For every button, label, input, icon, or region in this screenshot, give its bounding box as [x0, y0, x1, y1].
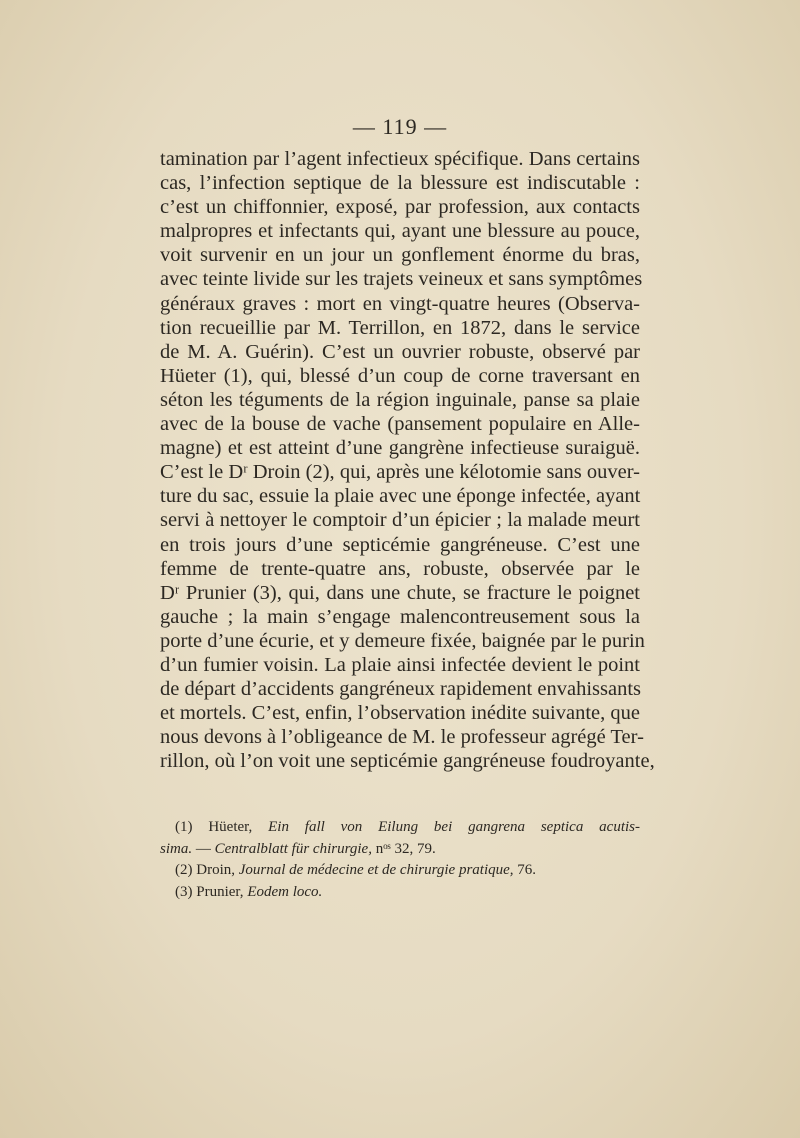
body-line: malpropres et infectants qui, ayant une blessure au pouce,	[160, 220, 640, 243]
footnote-journal: Centralblatt für chirurgie,	[214, 840, 372, 857]
body-line: servi à nettoyer le comptoir d’un épicier ; la malade meurt	[160, 509, 640, 532]
body-line: ture du sac, essuie la plaie avec une éponge infectée, ayant	[160, 485, 641, 508]
footnote-source: Eodem loco.	[247, 883, 323, 900]
footnote-marker: (1)	[175, 819, 193, 835]
body-line: C’est le Dʳ Droin (2), qui, après une kélotomie sans ouver-	[160, 461, 640, 484]
body-line: gauche ; la main s’engage malencontreusement sous la	[160, 605, 640, 628]
body-line: porte d’une écurie, et y demeure fixée, baignée par le purin	[160, 629, 645, 652]
body-line: nous devons à l’obligeance de M. le professeur agrégé Ter-	[160, 726, 644, 749]
body-line: en trois jours d’une septicémie gangréneuse. C’est une	[160, 533, 640, 556]
footnote-1	[160, 817, 640, 839]
page-number: — 119 —	[352, 114, 448, 139]
footnote-refs: 76.	[517, 862, 537, 878]
footnote-author: Prunier,	[196, 883, 244, 900]
body-line: magne) et est atteint d’une gangrène infectieuse suraiguë.	[160, 437, 640, 460]
body-line: tion recueillie par M. Terrillon, en 1872, dans le service	[160, 316, 640, 339]
body-line: voit survenir en un jour un gonflement énorme du bras,	[160, 244, 640, 267]
body-line: avec teinte livide sur les trajets veineux et sans symptômes	[160, 268, 643, 291]
body-paragraph	[160, 147, 655, 773]
footnote-title: Ein fall von Eilung bei gangrena septica acutis-	[268, 819, 640, 835]
body-line: de M. A. Guérin). C’est un ouvrier robuste, observé par	[160, 340, 640, 363]
body-line: séton les téguments de la région inguinale, panse sa plaie	[160, 388, 640, 411]
footnote-author: Hüeter,	[208, 819, 253, 835]
footnote-marker: (2)	[175, 862, 193, 878]
footnote-2	[160, 860, 640, 882]
footnote-dash: —	[195, 840, 211, 857]
footnotes	[160, 817, 640, 903]
footnote-journal: Journal de médecine et de chirurgie pratique,	[238, 862, 514, 878]
body-line: c’est un chiffonnier, exposé, par profession, aux contacts	[160, 196, 640, 219]
footnote-3	[160, 882, 640, 904]
body-line: avec de la bouse de vache (pansement populaire en Alle-	[160, 413, 640, 436]
footnote-author: Droin,	[196, 862, 235, 878]
body-line: rillon, où l’on voit une septicémie gangréneuse foudroyante,	[160, 750, 655, 773]
body-line: tamination par l’agent infectieux spécifique. Dans certains	[160, 148, 640, 170]
body-line: d’un fumier voisin. La plaie ainsi infectée devient le point	[160, 653, 640, 676]
footnote-1-continued	[160, 839, 640, 861]
body-line: Hüeter (1), qui, blessé d’un coup de corne traversant en	[160, 364, 640, 387]
footnote-title: sima.	[160, 840, 193, 857]
footnote-refs: nᵒˢ 32, 79.	[375, 840, 436, 857]
footnote-marker: (3)	[175, 883, 193, 900]
body-line: cas, l’infection septique de la blessure est indiscutable :	[160, 172, 640, 195]
body-line: de départ d’accidents gangréneux rapidement envahissants	[160, 678, 641, 701]
body-line: Dʳ Prunier (3), qui, dans une chute, se fracture le poignet	[160, 581, 640, 604]
body-line: et mortels. C’est, enfin, l’observation inédite suivante, que	[160, 702, 640, 725]
body-line: femme de trente-quatre ans, robuste, observée par le	[160, 557, 640, 580]
body-line: généraux graves : mort en vingt-quatre heures (Observa-	[160, 292, 640, 315]
